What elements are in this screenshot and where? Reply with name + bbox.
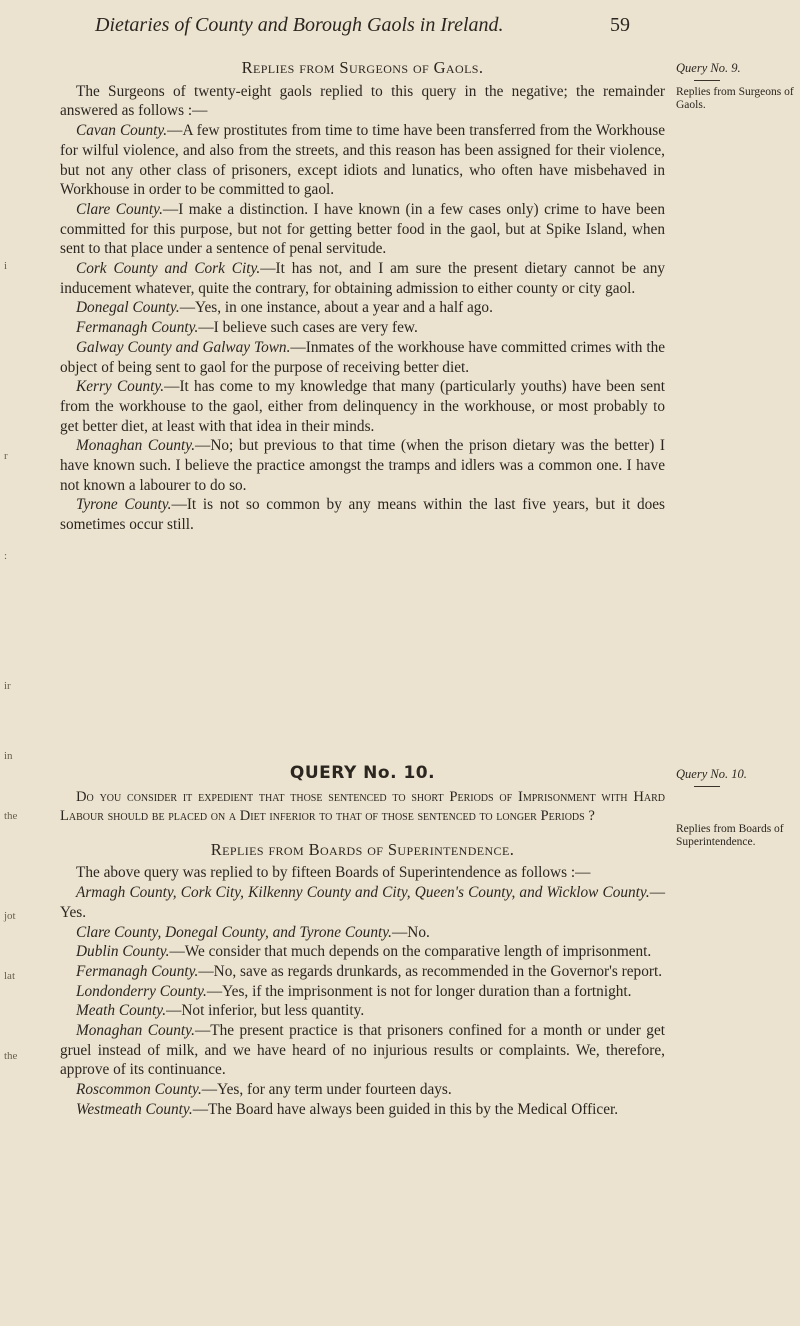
section-heading: Replies from Surgeons of Gaols.	[241, 58, 484, 77]
reply-entry	[60, 121, 665, 200]
reply-entry	[60, 318, 665, 338]
reply-entry	[60, 200, 665, 259]
board-names: Clare County, Donegal County, and Tyrone County.	[76, 923, 392, 941]
section-intro: The above query was replied to by fifteen Boards of Superintendence as follows :—	[76, 864, 591, 882]
reply-entry	[60, 298, 665, 318]
reply-text: —A few prostitutes from time to time have been transferred from the Workhouse for wilful violence, and also from the streets, and this reason has been assigned for their violence, but not any other class of prisoners, except idiots and lunatics, who often have misbehaved in Workhouse in order to be committed to gaol.	[60, 122, 666, 199]
reply-text: —I make a distinction. I have known (in a few cases only) crime to have been committed for this purpose, but not for getting better food in the gaol, but at Spike Island, when sent to that place under a sentence of penal servitude.	[60, 200, 665, 258]
reply-text: —Yes, for any term under fourteen days.	[201, 1081, 452, 1099]
reply-text: —Yes.	[60, 884, 665, 921]
county-name: Dublin County.	[76, 943, 170, 961]
county-name: Monaghan County.	[76, 1022, 195, 1040]
reply-text: —No; but previous to that time (when the prison dietary was the better) I have known such. I believe the practice amongst the tramps and idlers was a common one. I have not known a labourer to do so.	[60, 437, 665, 494]
section-surgeons	[60, 58, 665, 535]
reply-entry	[60, 1100, 665, 1120]
reply-entry	[60, 436, 665, 495]
reply-text: —We consider that much depends on the comparative length of imprisonment.	[169, 943, 652, 961]
binding-edge-fragments: i r : ir in the jot lat the	[4, 260, 18, 1062]
county-name: Cavan County.	[76, 122, 168, 140]
county-name: Meath County.	[76, 1002, 167, 1020]
reply-text: —Not inferior, but less quantity.	[166, 1002, 365, 1020]
section-intro: The Surgeons of twenty-eight gaols replied to this query in the negative; the remainder answered as follows :—	[60, 82, 665, 120]
reply-entry	[60, 883, 665, 922]
query-title: QUERY No. 10.	[289, 763, 436, 783]
board-names: Armagh County, Cork City, Kilkenny County and City, Queen's County, and Wicklow County.	[76, 884, 650, 902]
reply-entry	[60, 942, 665, 962]
reply-text: —Inmates of the workhouse have committed crimes with the object of being sent to gaol for the purpose of receiving better diet.	[60, 338, 666, 376]
county-name: Clare County.	[76, 200, 163, 218]
margin-notes-bottom	[676, 768, 794, 849]
query-text: Do you consider it expedient that those sentenced to short Periods of Imprisonment with Hard Labour should be placed on a Diet inferior to that of those sentenced to longer Periods ?	[60, 788, 665, 824]
reply-entry	[60, 377, 665, 436]
reply-text: —I believe such cases are very few.	[198, 319, 418, 337]
reply-text: —The Board have always been guided in this by the Medical Officer.	[192, 1100, 619, 1118]
county-name: Westmeath County.	[76, 1100, 193, 1118]
reply-entry	[60, 1080, 665, 1100]
margin-replies-boards: Replies from Boards of Superintendence.	[676, 823, 784, 848]
reply-entry	[60, 923, 665, 943]
margin-query-10: Query No. 10.	[676, 767, 747, 781]
section-query-10	[60, 764, 665, 1120]
reply-text: —It has come to my knowledge that many (particularly youths) have been sent from the workhouse to the gaol, either from delinquency in the workhouse, or most probably to get better diet, at least with that idea in their minds.	[60, 378, 665, 435]
county-name: Monaghan County.	[76, 437, 196, 455]
running-header	[0, 10, 800, 40]
reply-text: —No.	[391, 923, 430, 941]
county-name: Fermanagh County.	[76, 319, 199, 337]
county-name: Kerry County.	[76, 378, 165, 396]
margin-replies-surgeons: Replies from Surgeons of Gaols.	[676, 86, 794, 111]
reply-entry	[60, 338, 665, 377]
county-name: Fermanagh County.	[76, 962, 199, 980]
reply-entry	[60, 495, 665, 534]
reply-entry	[60, 962, 665, 982]
county-name: Roscommon County.	[76, 1081, 202, 1099]
running-title: Dietaries of County and Borough Gaols in Ireland.	[95, 14, 504, 36]
reply-entry	[60, 1021, 665, 1080]
reply-entry	[60, 259, 665, 298]
reply-entry	[60, 1001, 665, 1021]
reply-text: —Yes, if the imprisonment is not for longer duration than a fortnight.	[206, 982, 632, 1000]
reply-text: —The present practice is that prisoners confined for a month or under get gruel instead of milk, and we have heard of no injurious results or complaints. We, therefore, approve of its continuance.	[60, 1022, 665, 1079]
county-name: Londonderry County.	[76, 982, 207, 1000]
reply-text: —It is not so common by any means within the last five years, but it does sometimes occur still.	[60, 496, 666, 534]
reply-text: —No, save as regards drunkards, as recommended in the Governor's report.	[198, 962, 663, 980]
reply-entry	[60, 982, 665, 1002]
county-name: Tyrone County.	[76, 496, 172, 514]
margin-rule	[694, 786, 720, 787]
page-number: 59	[610, 14, 630, 36]
county-name: Cork County and Cork City.	[76, 260, 261, 278]
margin-rule	[694, 80, 720, 81]
county-name: Donegal County.	[76, 299, 180, 317]
reply-text: —Yes, in one instance, about a year and a half ago.	[179, 299, 493, 317]
reply-text: —It has not, and I am sure the present dietary cannot be any inducement whatever, quite the contrary, for obtaining admission to either county or city gaol.	[60, 260, 665, 297]
county-name: Galway County and Galway Town.	[76, 338, 291, 356]
section-heading: Replies from Boards of Superintendence.	[210, 839, 515, 859]
margin-notes-top	[676, 62, 794, 112]
margin-query-9: Query No. 9.	[676, 61, 741, 75]
